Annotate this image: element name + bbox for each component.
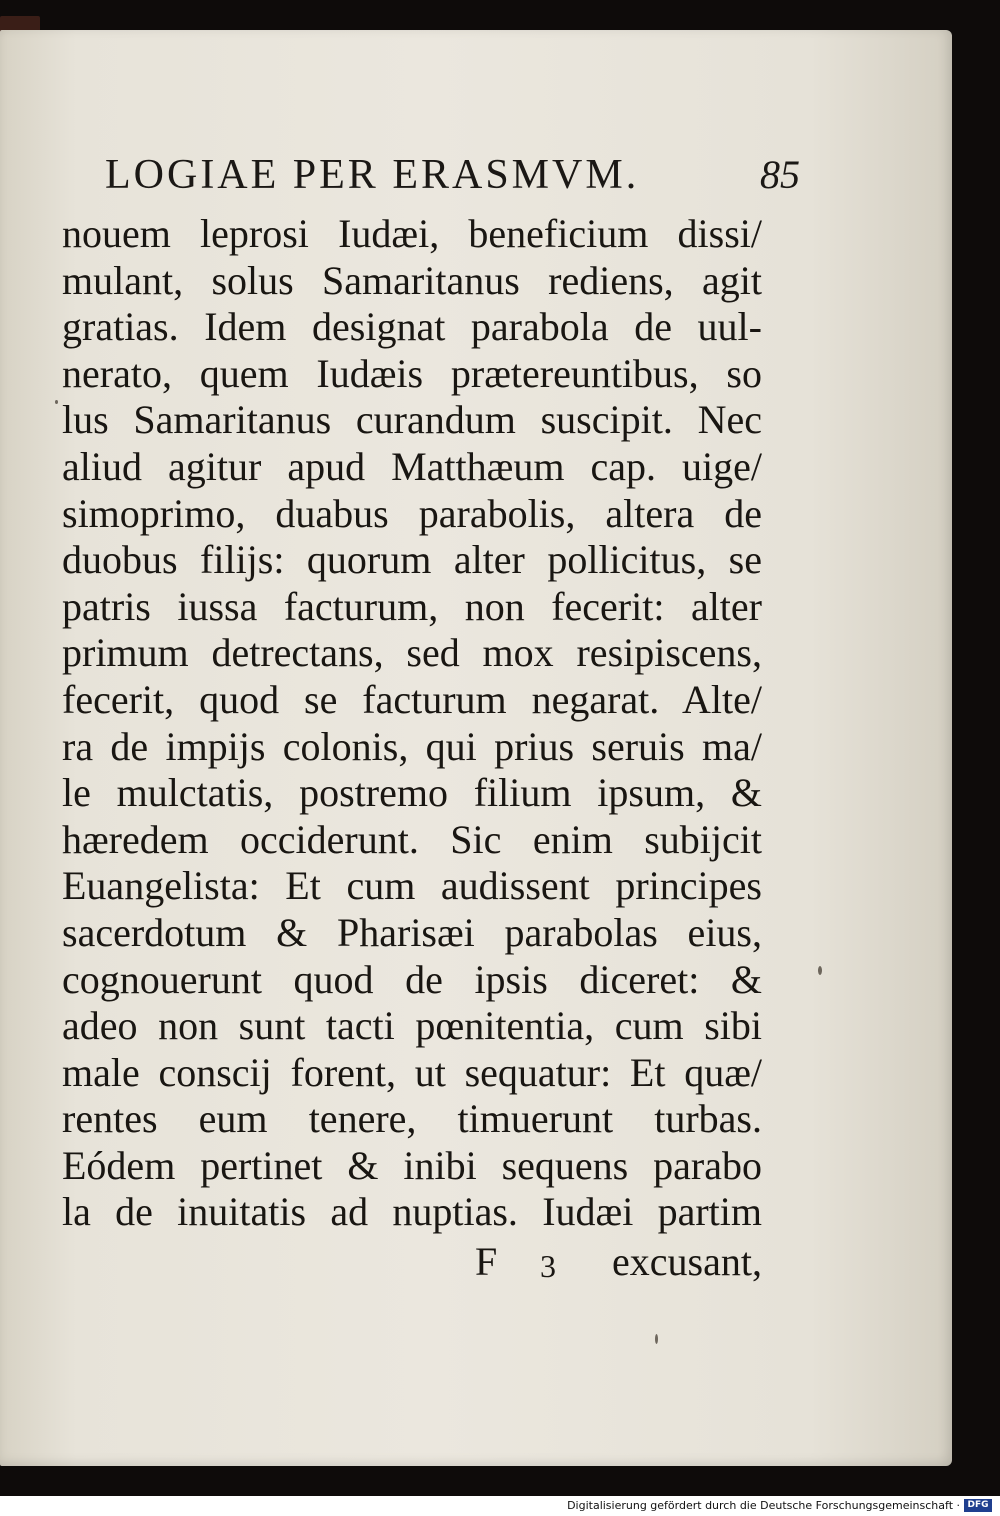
text-line: male conscij forent, ut sequatur: Et quæ/ — [62, 1049, 762, 1095]
signature-mark: F — [475, 1239, 498, 1284]
text-line: ra de impijs colonis, qui prius seruis ma/ — [62, 723, 762, 769]
signature-number: 3 — [540, 1248, 556, 1284]
funding-credit: Digitalisierung gefördert durch die Deutsche Forschungsgemeinschaft · — [567, 1499, 960, 1512]
running-head-title: LOGIAE PER ERASMVM. — [105, 152, 640, 198]
text-line: simoprimo, duabus parabolis, altera de — [62, 490, 762, 536]
catchword: excusant, — [612, 1239, 762, 1284]
text-line: hæredem occiderunt. Sic enim subijcit — [62, 816, 762, 862]
signature-line — [62, 1239, 762, 1285]
paper-speck — [818, 966, 822, 975]
text-line: fecerit, quod se facturum negarat. Alte/ — [62, 676, 762, 722]
text-line: mulant, solus Samaritanus rediens, agit — [62, 257, 762, 303]
text-line: lus Samaritanus curandum suscipit. Nec — [62, 397, 762, 443]
text-line: rentes eum tenere, timuerunt turbas. — [62, 1096, 762, 1142]
text-line: sacerdotum & Pharisæi parabolas eius, — [62, 909, 762, 955]
text-line: cognouerunt quod de ipsis diceret: & — [62, 956, 762, 1002]
text-line: adeo non sunt tacti pœnitentia, cum sibi — [62, 1003, 762, 1049]
running-head — [105, 150, 825, 200]
body-text — [62, 211, 762, 1236]
text-line: aliud agitur apud Matthæum cap. uige/ — [62, 443, 762, 489]
page-number: 85 — [760, 152, 800, 197]
text-line: la de inuitatis ad nuptias. Iudæi partim — [62, 1189, 762, 1235]
text-line: Eódem pertinet & inibi sequens parabo — [62, 1142, 762, 1188]
text-line: le mulctatis, postremo filium ipsum, & — [62, 770, 762, 816]
text-line: nouem leprosi Iudæi, beneficium dissi/ — [62, 211, 762, 256]
text-line: patris iussa facturum, non fecerit: alter — [62, 583, 762, 629]
footer-bar — [0, 1496, 1000, 1516]
dfg-logo: DFG — [964, 1499, 992, 1512]
text-line: nerato, quem Iudæis prætereuntibus, so — [62, 350, 762, 396]
text-line: primum detrectans, sed mox resipiscens, — [62, 630, 762, 676]
paper-speck — [655, 1334, 658, 1344]
paper-speck — [55, 400, 58, 404]
text-line: gratias. Idem designat parabola de uul- — [62, 304, 762, 350]
text-line: Euangelista: Et cum audissent principes — [62, 863, 762, 909]
text-line: duobus filijs: quorum alter pollicitus, se — [62, 537, 762, 583]
